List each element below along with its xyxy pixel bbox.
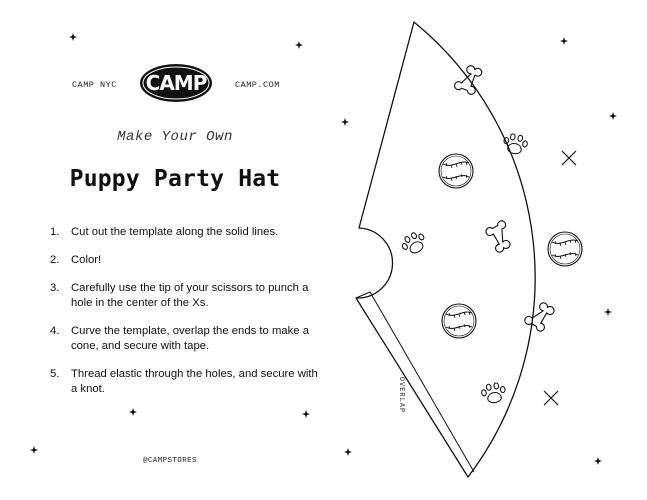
step-number: 4. [50,325,60,337]
step-number: 2. [50,254,60,266]
step-text: Carefully use the tip of your scissors to punch a hole in the center of the Xs. [71,282,309,309]
overlap-label: OVERLAP [397,376,405,414]
step-text: Cut out the template along the solid lines. [71,226,279,238]
logo-text: CAMP [145,71,207,95]
step-number: 1. [50,226,60,238]
footer-handle: @CAMPSTORES [143,457,197,465]
step-text: Thread elastic through the holes, and secure with a knot. [71,368,318,395]
page-title: Puppy Party Hat [69,166,281,192]
step-number: 3. [50,282,60,294]
header-left-text: CAMP NYC [72,80,117,90]
subtitle: Make Your Own [117,129,233,145]
step-text: Curve the template, overlap the ends to make a cone, and secure with tape. [71,325,309,352]
hat-outline [356,22,535,477]
hole-x-icon [562,151,576,165]
tennis-ball-icon [548,232,582,266]
step-text: Color! [71,254,102,266]
header-right-text: CAMP.COM [235,80,280,90]
hole-x-icon [544,391,558,405]
step-number: 5. [50,368,60,380]
